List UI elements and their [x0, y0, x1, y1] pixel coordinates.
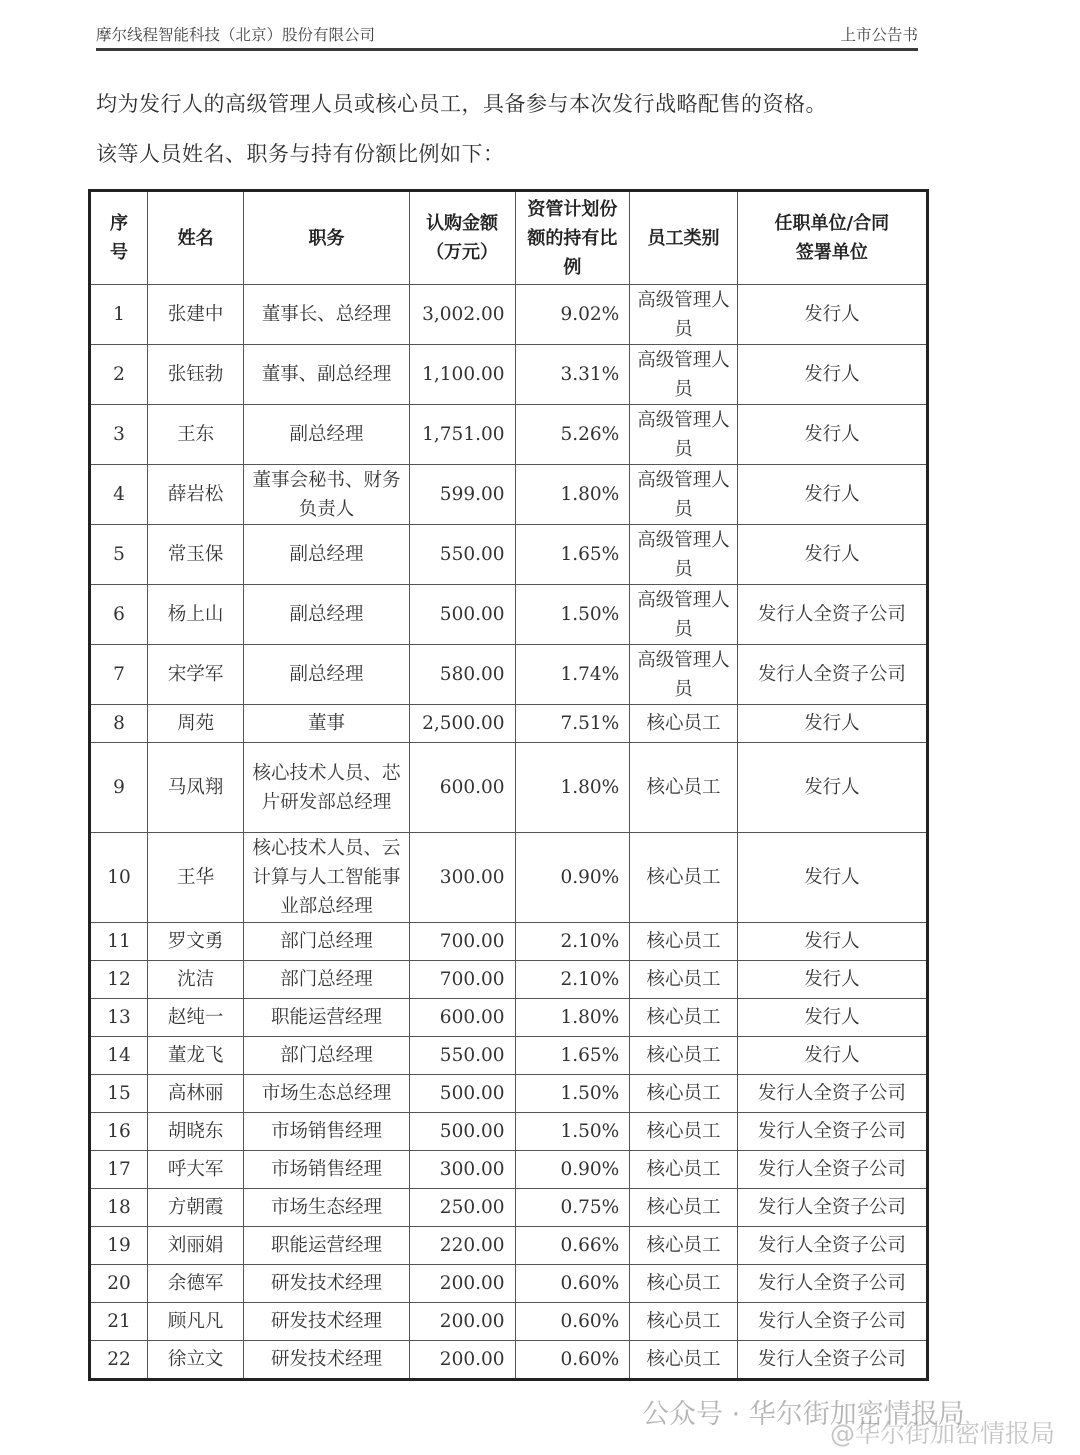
employee-category: 核心员工 — [630, 1189, 737, 1227]
watermark-primary: 公众号 · 华尔街加密情报局 — [642, 1399, 965, 1430]
employer-unit: 发行人 — [737, 999, 927, 1037]
col-header-title: 职务 — [244, 191, 409, 285]
subscription-amount: 200.00 — [409, 1341, 515, 1380]
job-title: 副总经理 — [244, 525, 409, 585]
job-title: 研发技术经理 — [244, 1265, 409, 1303]
person-name: 余德军 — [147, 1265, 244, 1303]
person-name: 高林丽 — [147, 1075, 244, 1113]
table-row — [90, 1113, 928, 1151]
row-number: 21 — [90, 1303, 148, 1341]
holding-ratio: 1.65% — [515, 1037, 630, 1075]
person-name: 徐立文 — [147, 1341, 244, 1380]
subscription-amount: 600.00 — [409, 999, 515, 1037]
row-number: 16 — [90, 1113, 148, 1151]
person-name: 顾凡凡 — [147, 1303, 244, 1341]
holding-ratio: 0.90% — [515, 1151, 630, 1189]
watermark-secondary: @华尔街加密情报局 — [830, 1419, 1056, 1448]
table-row — [90, 1151, 928, 1189]
person-name: 张建中 — [147, 285, 244, 345]
job-title: 研发技术经理 — [244, 1341, 409, 1380]
holding-ratio: 7.51% — [515, 705, 630, 743]
employee-category: 核心员工 — [630, 1113, 737, 1151]
person-name: 沈洁 — [147, 961, 244, 999]
employer-unit: 发行人全资子公司 — [737, 645, 927, 705]
employer-unit: 发行人 — [737, 961, 927, 999]
employee-category: 核心员工 — [630, 1037, 737, 1075]
row-number: 13 — [90, 999, 148, 1037]
col-header-ratio: 资管计划份额的持有比例 — [515, 191, 630, 285]
holding-ratio: 0.66% — [515, 1227, 630, 1265]
subscription-amount: 500.00 — [409, 1113, 515, 1151]
subscription-amount: 500.00 — [409, 1075, 515, 1113]
job-title: 部门总经理 — [244, 923, 409, 961]
row-number: 20 — [90, 1265, 148, 1303]
holding-ratio: 1.50% — [515, 585, 630, 645]
job-title: 研发技术经理 — [244, 1303, 409, 1341]
employee-category: 核心员工 — [630, 923, 737, 961]
holding-ratio: 1.80% — [515, 999, 630, 1037]
subscription-amount: 700.00 — [409, 923, 515, 961]
employee-category: 高级管理人员 — [630, 645, 737, 705]
table-row — [90, 833, 928, 923]
person-name: 王东 — [147, 405, 244, 465]
job-title: 核心技术人员、芯片研发部总经理 — [244, 743, 409, 833]
employer-unit: 发行人 — [737, 465, 927, 525]
employer-unit: 发行人全资子公司 — [737, 1341, 927, 1380]
employer-unit: 发行人全资子公司 — [737, 1265, 927, 1303]
person-name: 常玉保 — [147, 525, 244, 585]
table-row — [90, 645, 928, 705]
subscription-amount: 300.00 — [409, 833, 515, 923]
employee-category: 核心员工 — [630, 999, 737, 1037]
table-row — [90, 285, 928, 345]
holding-ratio: 1.80% — [515, 743, 630, 833]
table-header-row — [90, 191, 928, 285]
table-row — [90, 1189, 928, 1227]
employee-category: 高级管理人员 — [630, 465, 737, 525]
holding-ratio: 0.75% — [515, 1189, 630, 1227]
employee-category: 高级管理人员 — [630, 405, 737, 465]
row-number: 15 — [90, 1075, 148, 1113]
col-header-unit: 任职单位/合同签署单位 — [737, 191, 927, 285]
person-name: 刘丽娟 — [147, 1227, 244, 1265]
table-intro: 该等人员姓名、职务与持有份额比例如下： — [96, 142, 505, 166]
job-title: 董事、副总经理 — [244, 345, 409, 405]
holding-ratio: 1.50% — [515, 1113, 630, 1151]
subscription-amount: 250.00 — [409, 1189, 515, 1227]
employer-unit: 发行人全资子公司 — [737, 1303, 927, 1341]
employee-category: 核心员工 — [630, 833, 737, 923]
employee-category: 核心员工 — [630, 1075, 737, 1113]
table-row — [90, 1265, 928, 1303]
row-number: 4 — [90, 465, 148, 525]
employer-unit: 发行人 — [737, 923, 927, 961]
table-row — [90, 465, 928, 525]
employee-category: 高级管理人员 — [630, 345, 737, 405]
employer-unit: 发行人全资子公司 — [737, 1189, 927, 1227]
person-name: 胡晓东 — [147, 1113, 244, 1151]
subscription-amount: 599.00 — [409, 465, 515, 525]
subscription-amount: 580.00 — [409, 645, 515, 705]
row-number: 9 — [90, 743, 148, 833]
row-number: 3 — [90, 405, 148, 465]
employee-category: 核心员工 — [630, 1151, 737, 1189]
person-name: 王华 — [147, 833, 244, 923]
row-number: 11 — [90, 923, 148, 961]
holding-ratio: 9.02% — [515, 285, 630, 345]
job-title: 职能运营经理 — [244, 1227, 409, 1265]
job-title: 市场销售经理 — [244, 1151, 409, 1189]
employer-unit: 发行人全资子公司 — [737, 1113, 927, 1151]
job-title: 市场生态经理 — [244, 1189, 409, 1227]
holding-ratio: 0.60% — [515, 1303, 630, 1341]
row-number: 19 — [90, 1227, 148, 1265]
employer-unit: 发行人全资子公司 — [737, 1151, 927, 1189]
person-name: 周苑 — [147, 705, 244, 743]
row-number: 12 — [90, 961, 148, 999]
employee-category: 核心员工 — [630, 1341, 737, 1380]
person-name: 呼大军 — [147, 1151, 244, 1189]
employer-unit: 发行人 — [737, 1037, 927, 1075]
employee-category: 高级管理人员 — [630, 585, 737, 645]
table-row — [90, 743, 928, 833]
row-number: 14 — [90, 1037, 148, 1075]
subscription-amount: 550.00 — [409, 525, 515, 585]
row-number: 1 — [90, 285, 148, 345]
holding-ratio: 2.10% — [515, 961, 630, 999]
col-header-category: 员工类别 — [630, 191, 737, 285]
person-name: 方朝霞 — [147, 1189, 244, 1227]
employer-unit: 发行人 — [737, 705, 927, 743]
col-header-no: 序号 — [90, 191, 148, 285]
job-title: 副总经理 — [244, 645, 409, 705]
row-number: 6 — [90, 585, 148, 645]
table-row — [90, 405, 928, 465]
table-row — [90, 525, 928, 585]
subscription-amount: 300.00 — [409, 1151, 515, 1189]
table-row — [90, 961, 928, 999]
employee-category: 核心员工 — [630, 1303, 737, 1341]
holding-ratio: 0.60% — [515, 1265, 630, 1303]
table-row — [90, 705, 928, 743]
subscription-amount: 3,002.00 — [409, 285, 515, 345]
job-title: 职能运营经理 — [244, 999, 409, 1037]
row-number: 7 — [90, 645, 148, 705]
holding-ratio: 1.50% — [515, 1075, 630, 1113]
employer-unit: 发行人 — [737, 525, 927, 585]
holding-ratio: 0.90% — [515, 833, 630, 923]
employer-unit: 发行人全资子公司 — [737, 1075, 927, 1113]
holding-ratio: 1.74% — [515, 645, 630, 705]
page-header — [96, 22, 918, 51]
subscription-amount: 200.00 — [409, 1265, 515, 1303]
allocation-table — [88, 189, 929, 1381]
row-number: 10 — [90, 833, 148, 923]
employer-unit: 发行人 — [737, 285, 927, 345]
row-number: 18 — [90, 1189, 148, 1227]
person-name: 罗文勇 — [147, 923, 244, 961]
person-name: 张钰勃 — [147, 345, 244, 405]
person-name: 马凤翔 — [147, 743, 244, 833]
row-number: 22 — [90, 1341, 148, 1380]
intro-paragraph: 均为发行人的高级管理人员或核心员工，具备参与本次发行战略配售的资格。 — [96, 92, 827, 116]
employee-category: 核心员工 — [630, 743, 737, 833]
table-row — [90, 1037, 928, 1075]
row-number: 5 — [90, 525, 148, 585]
job-title: 董事会秘书、财务负责人 — [244, 465, 409, 525]
holding-ratio: 5.26% — [515, 405, 630, 465]
col-header-amount: 认购金额（万元） — [409, 191, 515, 285]
subscription-amount: 2,500.00 — [409, 705, 515, 743]
company-name: 摩尔线程智能科技（北京）股份有限公司 — [96, 26, 376, 44]
employee-category: 核心员工 — [630, 1265, 737, 1303]
job-title: 部门总经理 — [244, 1037, 409, 1075]
job-title: 董事长、总经理 — [244, 285, 409, 345]
job-title: 市场销售经理 — [244, 1113, 409, 1151]
job-title: 市场生态总经理 — [244, 1075, 409, 1113]
employee-category: 核心员工 — [630, 1227, 737, 1265]
table-row — [90, 923, 928, 961]
document-type: 上市公告书 — [840, 26, 918, 44]
subscription-amount: 600.00 — [409, 743, 515, 833]
person-name: 赵纯一 — [147, 999, 244, 1037]
employer-unit: 发行人全资子公司 — [737, 585, 927, 645]
holding-ratio: 1.65% — [515, 525, 630, 585]
holding-ratio: 2.10% — [515, 923, 630, 961]
col-header-name: 姓名 — [147, 191, 244, 285]
holding-ratio: 0.60% — [515, 1341, 630, 1380]
person-name: 宋学军 — [147, 645, 244, 705]
person-name: 杨上山 — [147, 585, 244, 645]
table-row — [90, 585, 928, 645]
job-title: 核心技术人员、云计算与人工智能事业部总经理 — [244, 833, 409, 923]
table-row — [90, 1341, 928, 1380]
subscription-amount: 550.00 — [409, 1037, 515, 1075]
employee-category: 高级管理人员 — [630, 285, 737, 345]
row-number: 2 — [90, 345, 148, 405]
job-title: 副总经理 — [244, 405, 409, 465]
subscription-amount: 200.00 — [409, 1303, 515, 1341]
subscription-amount: 500.00 — [409, 585, 515, 645]
subscription-amount: 1,751.00 — [409, 405, 515, 465]
employee-category: 核心员工 — [630, 961, 737, 999]
subscription-amount: 1,100.00 — [409, 345, 515, 405]
job-title: 董事 — [244, 705, 409, 743]
employer-unit: 发行人全资子公司 — [737, 1227, 927, 1265]
employee-category: 核心员工 — [630, 705, 737, 743]
person-name: 薛岩松 — [147, 465, 244, 525]
row-number: 8 — [90, 705, 148, 743]
person-name: 董龙飞 — [147, 1037, 244, 1075]
table-row — [90, 1227, 928, 1265]
table-row — [90, 1303, 928, 1341]
employer-unit: 发行人 — [737, 833, 927, 923]
job-title: 部门总经理 — [244, 961, 409, 999]
holding-ratio: 3.31% — [515, 345, 630, 405]
subscription-amount: 700.00 — [409, 961, 515, 999]
employer-unit: 发行人 — [737, 345, 927, 405]
table-row — [90, 345, 928, 405]
row-number: 17 — [90, 1151, 148, 1189]
table-row — [90, 999, 928, 1037]
employer-unit: 发行人 — [737, 743, 927, 833]
employer-unit: 发行人 — [737, 405, 927, 465]
table-row — [90, 1075, 928, 1113]
employee-category: 高级管理人员 — [630, 525, 737, 585]
holding-ratio: 1.80% — [515, 465, 630, 525]
subscription-amount: 220.00 — [409, 1227, 515, 1265]
job-title: 副总经理 — [244, 585, 409, 645]
